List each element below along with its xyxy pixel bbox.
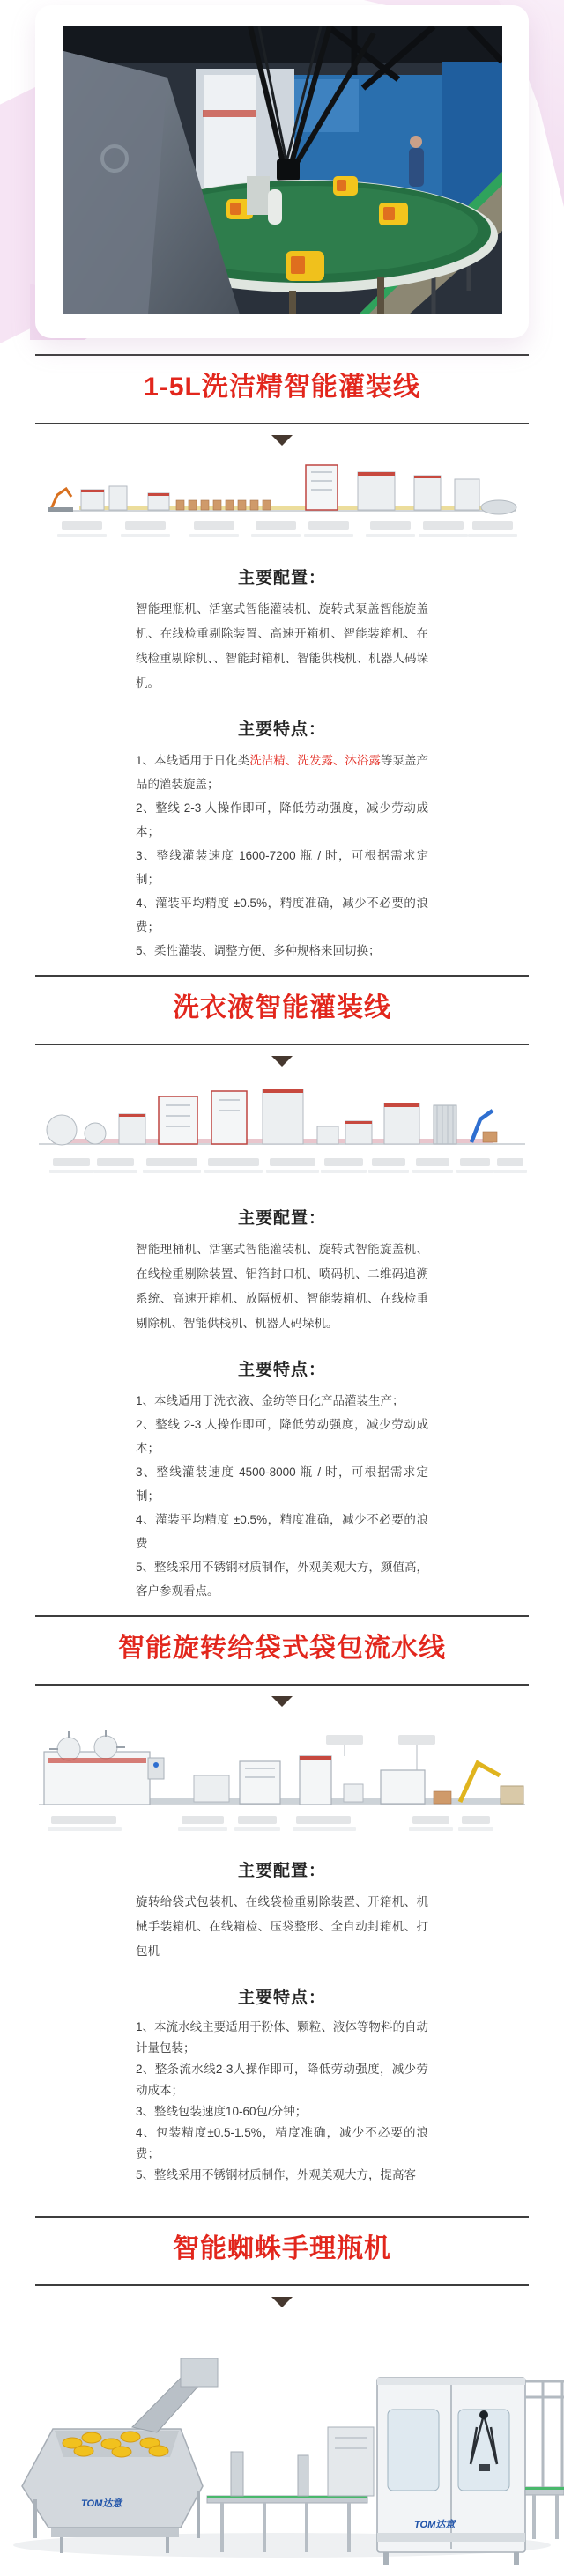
config-heading: 主要配置：	[237, 1209, 326, 1228]
feature-text: 等泵盖产品的灌装旋盖；	[136, 754, 429, 791]
hero-photo-card	[35, 5, 529, 338]
section-spider-unscrambler	[0, 2216, 564, 2576]
section-title: 洗衣液智能灌装线	[173, 993, 391, 1022]
tom-logo: TOM达意	[81, 2498, 122, 2509]
feature-item: 1、本流水线主要适用于粉体、颗粒、液体等物料的自动计量包装；	[136, 2020, 428, 2055]
section-title: 1-5L洗洁精智能灌装线	[144, 373, 420, 402]
production-line-diagram	[35, 1721, 529, 1837]
feature-item: 5、整线采用不锈钢材质制作，外观美观大方，提高客	[136, 2168, 417, 2181]
production-line-diagram	[44, 460, 520, 544]
tom-logo: TOM达意	[414, 2520, 456, 2530]
features-list	[136, 749, 428, 963]
section-dishwashing-line	[0, 354, 564, 963]
divider	[35, 1615, 529, 1617]
unscrambler-machine-photo	[0, 2323, 564, 2576]
feature-item: 3、整线灌装速度 1600-7200 瓶 / 时，可根据需求定制；	[136, 849, 428, 886]
hero-photo	[63, 26, 502, 314]
features-heading: 主要特点：	[237, 1361, 326, 1379]
features-list	[136, 2017, 428, 2186]
section-laundry-line	[0, 975, 564, 1603]
divider	[35, 423, 529, 424]
feature-item: 5、整线采用不锈钢材质制作，外观美观大方，颜值高，客户参观看点。	[136, 1561, 428, 1598]
section-title: 智能蜘蛛手理瓶机	[173, 2234, 391, 2263]
down-arrow-icon	[271, 1056, 293, 1067]
config-text: 旋转给袋式包装机、在线袋检重剔除装置、开箱机、机械手装箱机、在线箱检、压袋整形、全自动封箱机、打包机	[136, 1895, 428, 1958]
down-arrow-icon	[271, 2297, 293, 2307]
config-text: 智能理桶机、活塞式智能灌装机、旋转式智能旋盖机、在线检重剔除装置、铝箔封口机、喷码机、二维码追溯系统、高速开箱机、放隔板机、智能装箱机、在线检重剔除机、智能供栈机、机器人码垛机。	[136, 1243, 428, 1330]
feature-item	[136, 749, 428, 796]
feature-item: 5、柔性灌装、调整方便、多种规格来回切换；	[136, 944, 381, 957]
section-pouch-line	[0, 1615, 564, 2186]
down-arrow-icon	[271, 435, 293, 446]
config-heading: 主要配置：	[237, 1862, 326, 1880]
feature-item: 2、整线 2-3 人操作即可，降低劳动强度，减少劳动成本；	[136, 801, 428, 838]
feature-item: 3、整线包装速度10-60包/分钟；	[136, 2105, 308, 2118]
divider	[35, 2216, 529, 2218]
feature-item: 3、整线灌装速度 4500-8000 瓶 / 时，可根据需求定制；	[136, 1465, 428, 1502]
down-arrow-icon	[271, 1696, 293, 1707]
features-heading: 主要特点：	[237, 720, 326, 739]
section-title: 智能旋转给袋式袋包流水线	[118, 1634, 446, 1663]
feature-item: 1、本线适用于洗衣液、金纺等日化产品灌装生产；	[136, 1394, 404, 1407]
feature-item: 2、整线 2-3 人操作即可，降低劳动强度，减少劳动成本；	[136, 1418, 428, 1455]
feature-highlight: 洗洁精、洗发露、沐浴露	[249, 754, 381, 767]
divider	[35, 2284, 529, 2286]
feature-text: 1、本线适用于日化类	[136, 754, 250, 767]
production-line-diagram	[35, 1081, 529, 1185]
features-list	[136, 1389, 428, 1603]
feature-item: 4、灌装平均精度 ±0.5%，精度准确，减少不必要的浪费；	[136, 897, 428, 934]
config-heading: 主要配置：	[237, 569, 326, 587]
feature-item: 4、包装精度±0.5-1.5%，精度准确，减少不必要的浪费；	[136, 2126, 428, 2160]
feature-item: 2、整条流水线2-3人操作即可，降低劳动强度，减少劳动成本；	[136, 2063, 428, 2097]
divider	[35, 1044, 529, 1045]
features-heading: 主要特点：	[237, 1989, 326, 2007]
hero	[0, 0, 564, 348]
divider	[35, 354, 529, 356]
config-text: 智能理瓶机、活塞式智能灌装机、旋转式泵盖智能旋盖机、在线检重剔除装置、高速开箱机、智能装箱机、在线检重剔除机、、智能封箱机、智能供栈机、机器人码垛机。	[136, 602, 428, 690]
divider	[35, 1684, 529, 1686]
feature-item: 4、灌装平均精度 ±0.5%，精度准确，减少不必要的浪费	[136, 1513, 428, 1550]
divider	[35, 975, 529, 977]
